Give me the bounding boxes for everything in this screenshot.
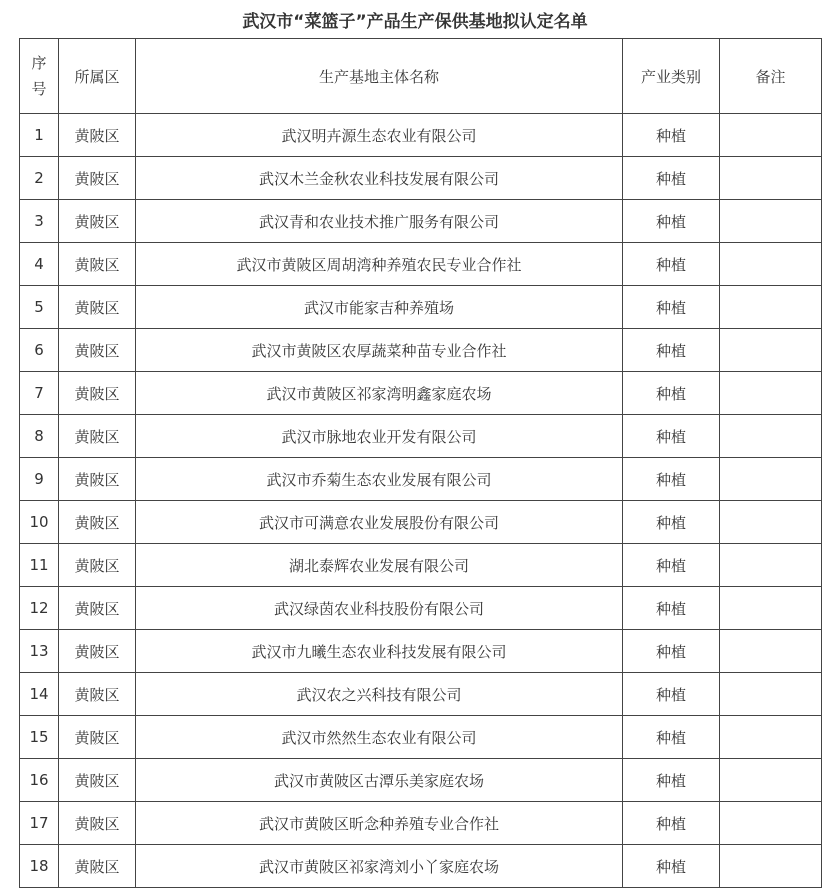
cell-name: 武汉市黄陂区昕念种养殖专业合作社: [136, 802, 623, 845]
base-list-table: [19, 38, 822, 888]
cell-type: 种植: [623, 630, 720, 673]
header-name: 生产基地主体名称: [136, 39, 623, 114]
cell-district: 黄陂区: [59, 157, 136, 200]
cell-district: 黄陂区: [59, 716, 136, 759]
cell-type: 种植: [623, 716, 720, 759]
cell-seq: 3: [20, 200, 59, 243]
cell-seq: 11: [20, 544, 59, 587]
table-row: [20, 243, 822, 286]
cell-seq: 5: [20, 286, 59, 329]
cell-type: 种植: [623, 673, 720, 716]
table-row: [20, 716, 822, 759]
cell-district: 黄陂区: [59, 415, 136, 458]
table-row: [20, 286, 822, 329]
cell-district: 黄陂区: [59, 243, 136, 286]
cell-district: 黄陂区: [59, 114, 136, 157]
cell-note: [720, 243, 822, 286]
cell-district: 黄陂区: [59, 673, 136, 716]
cell-note: [720, 587, 822, 630]
cell-note: [720, 716, 822, 759]
cell-type: 种植: [623, 759, 720, 802]
cell-seq: 1: [20, 114, 59, 157]
cell-note: [720, 157, 822, 200]
cell-seq: 12: [20, 587, 59, 630]
cell-type: 种植: [623, 587, 720, 630]
cell-seq: 8: [20, 415, 59, 458]
table-row: [20, 200, 822, 243]
table-row: [20, 587, 822, 630]
cell-name: 武汉市然然生态农业有限公司: [136, 716, 623, 759]
cell-type: 种植: [623, 372, 720, 415]
table-row: [20, 759, 822, 802]
cell-seq: 14: [20, 673, 59, 716]
cell-name: 武汉木兰金秋农业科技发展有限公司: [136, 157, 623, 200]
cell-note: [720, 329, 822, 372]
cell-name: 武汉明卉源生态农业有限公司: [136, 114, 623, 157]
cell-name: 武汉青和农业技术推广服务有限公司: [136, 200, 623, 243]
cell-note: [720, 372, 822, 415]
cell-seq: 7: [20, 372, 59, 415]
table-row: [20, 458, 822, 501]
cell-name: 武汉市黄陂区古潭乐美家庭农场: [136, 759, 623, 802]
table-row: [20, 544, 822, 587]
cell-name: 武汉市黄陂区周胡湾种养殖农民专业合作社: [136, 243, 623, 286]
cell-name: 武汉市九曦生态农业科技发展有限公司: [136, 630, 623, 673]
cell-district: 黄陂区: [59, 587, 136, 630]
cell-type: 种植: [623, 544, 720, 587]
cell-seq: 4: [20, 243, 59, 286]
cell-seq: 15: [20, 716, 59, 759]
table-row: [20, 114, 822, 157]
cell-note: [720, 458, 822, 501]
cell-district: 黄陂区: [59, 501, 136, 544]
table-row: [20, 845, 822, 888]
cell-name: 武汉农之兴科技有限公司: [136, 673, 623, 716]
cell-note: [720, 415, 822, 458]
cell-name: 武汉市乔菊生态农业发展有限公司: [136, 458, 623, 501]
cell-type: 种植: [623, 114, 720, 157]
table-row: [20, 415, 822, 458]
cell-note: [720, 845, 822, 888]
cell-seq: 16: [20, 759, 59, 802]
cell-seq: 6: [20, 329, 59, 372]
table-row: [20, 802, 822, 845]
cell-type: 种植: [623, 845, 720, 888]
cell-name: 武汉市黄陂区祁家湾刘小丫家庭农场: [136, 845, 623, 888]
cell-district: 黄陂区: [59, 458, 136, 501]
cell-name: 武汉绿茵农业科技股份有限公司: [136, 587, 623, 630]
cell-note: [720, 673, 822, 716]
cell-district: 黄陂区: [59, 544, 136, 587]
cell-type: 种植: [623, 157, 720, 200]
cell-note: [720, 802, 822, 845]
cell-district: 黄陂区: [59, 845, 136, 888]
cell-type: 种植: [623, 415, 720, 458]
cell-note: [720, 286, 822, 329]
cell-name: 武汉市黄陂区农厚蔬菜种苗专业合作社: [136, 329, 623, 372]
cell-district: 黄陂区: [59, 200, 136, 243]
cell-note: [720, 544, 822, 587]
cell-district: 黄陂区: [59, 372, 136, 415]
cell-type: 种植: [623, 329, 720, 372]
cell-type: 种植: [623, 458, 720, 501]
table-row: [20, 372, 822, 415]
table-row: [20, 673, 822, 716]
cell-note: [720, 630, 822, 673]
cell-note: [720, 501, 822, 544]
cell-type: 种植: [623, 243, 720, 286]
cell-seq: 2: [20, 157, 59, 200]
cell-note: [720, 114, 822, 157]
header-seq: 序号: [20, 39, 59, 114]
cell-note: [720, 200, 822, 243]
table-row: [20, 630, 822, 673]
cell-district: 黄陂区: [59, 286, 136, 329]
cell-type: 种植: [623, 286, 720, 329]
cell-seq: 13: [20, 630, 59, 673]
table-row: [20, 157, 822, 200]
cell-seq: 17: [20, 802, 59, 845]
cell-district: 黄陂区: [59, 630, 136, 673]
cell-name: 武汉市黄陂区祁家湾明鑫家庭农场: [136, 372, 623, 415]
cell-district: 黄陂区: [59, 759, 136, 802]
cell-seq: 9: [20, 458, 59, 501]
header-district: 所属区: [59, 39, 136, 114]
header-note: 备注: [720, 39, 822, 114]
cell-type: 种植: [623, 802, 720, 845]
cell-name: 武汉市能家吉种养殖场: [136, 286, 623, 329]
table-row: [20, 501, 822, 544]
cell-type: 种植: [623, 200, 720, 243]
cell-name: 武汉市可满意农业发展股份有限公司: [136, 501, 623, 544]
table-row: [20, 329, 822, 372]
cell-name: 湖北泰辉农业发展有限公司: [136, 544, 623, 587]
cell-seq: 18: [20, 845, 59, 888]
cell-note: [720, 759, 822, 802]
cell-district: 黄陂区: [59, 329, 136, 372]
cell-name: 武汉市脉地农业开发有限公司: [136, 415, 623, 458]
header-type: 产业类别: [623, 39, 720, 114]
table-header-row: [20, 39, 822, 114]
cell-district: 黄陂区: [59, 802, 136, 845]
document-title: 武汉市“菜篮子”产品生产保供基地拟认定名单: [242, 12, 588, 32]
cell-type: 种植: [623, 501, 720, 544]
cell-seq: 10: [20, 501, 59, 544]
